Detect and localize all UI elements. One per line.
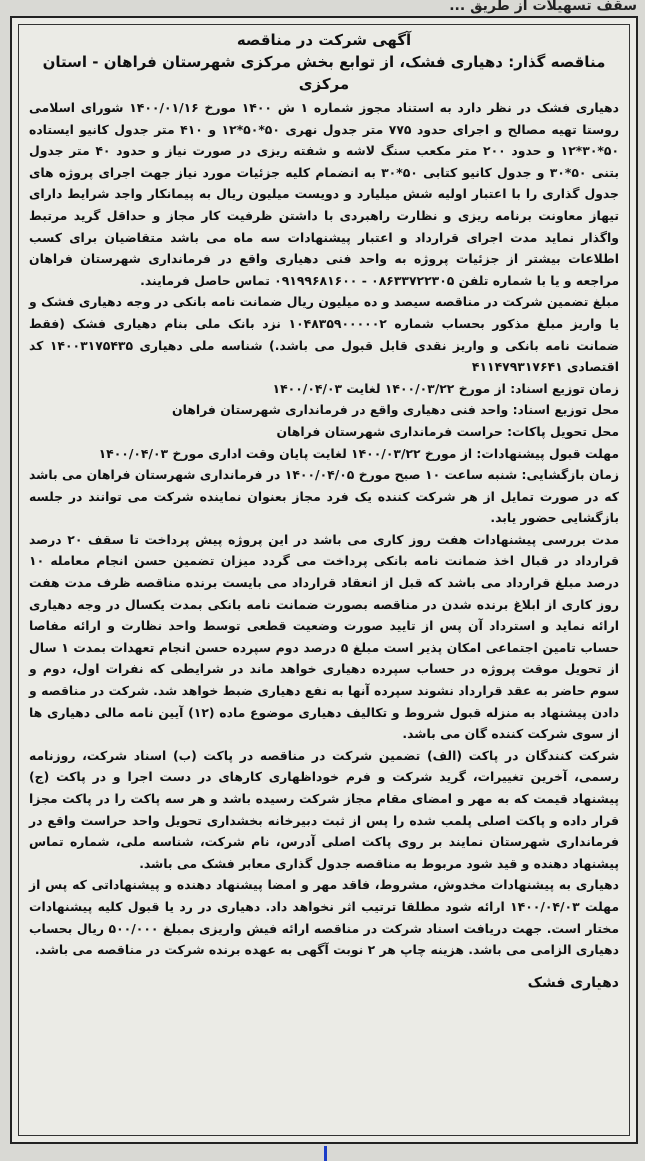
bottom-mark: [324, 1146, 327, 1161]
paragraph-deadline: مهلت قبول پیشنهادات: از مورخ ۱۴۰۰/۰۳/۲۲ لغایت پایان وقت اداری مورخ ۱۴۰۰/۰۴/۰۳: [98, 445, 619, 461]
notice-body: [18, 24, 630, 1136]
header-strip: سقف تسهیلات از طریق ...: [449, 0, 637, 14]
notice-frame: [10, 16, 638, 1144]
paragraph-review: مدت بررسی پیشنهادات هفت روز کاری می باشد در این پروژه پیش پرداخت تا سقف ۲۰ درصد قرارداد در قبال اخذ ضمانت نامه بانکی پرداخت می گردد میزان تضمین حسن انجام معامله ۱۰ درصد مبلغ قرارداد می باشد که قبل از انعقاد قرارداد می بایست برنده مناقصه ظرف مدت هفت روز کاری از ابلاغ برنده شدن در مناقصه بصورت ضمانت نامه بانکی بمدت یکسال در وجه دهیاری ارائه نماید و استرداد آن پس از تایید صورت وضعیت قطعی توسط واحد نظارت و ارائه مفاصا حساب تامین اجتماعی امکان پذیر است مبلغ ۵ درصد دوم سپرده حسن انجام تعهدات بمدت ۱ سال از تحویل موقت پروژه در حساب سپرده دهیاری خواهد ماند در شرایطی که نفرات اول، دوم و سوم حاضر به عقد قرارداد نشوند سپرده آنها به نفع دهیاری ضبط خواهد شد. شرکت در مناقصه و دادن پیشنهاد به منزله قبول شروط و تکالیف دهیاری موضوع ماده (۱۲) آیین نامه مالی دهیاری ها از سوی شرکت کننده گان می باشد.: [29, 531, 620, 742]
notice-subtitle: مناقصه گذار: دهیاری فشک، از توابع بخش مرکزی شهرستان فراهان - استان مرکزی: [42, 53, 606, 93]
notice-title: آگهی شرکت در مناقصه: [236, 31, 412, 49]
paragraph-opening: زمان بازگشایی: شنبه ساعت ۱۰ صبح مورخ ۱۴۰۰/۰۴/۰۵ در فرمانداری شهرستان فراهان می باشد که در صورت تمایل از هر شرکت کننده یک فرد مجاز بعنوان نماینده شرکت می توانند در جلسه بازگشایی حضور یابد.: [29, 467, 620, 526]
paragraph-guarantee: مبلغ تضمین شرکت در مناقصه سیصد و ده میلیون ریال ضمانت نامه بانکی در وجه دهیاری فشک و یا واریز مبلغ مذکور بحساب شماره ۱۰۴۸۳۵۹۰۰۰۰۰۲ نزد بانک ملی بنام دهیاری فشک (فقط ضمانت نامه بانکی و واریز نقدی قابل قبول می باشد.) شناسه ملی دهیاری ۱۴۰۰۳۱۷۵۴۳۵ کد اقتصادی ۴۱۱۴۷۹۳۱۷۶۴۱: [29, 294, 619, 375]
paragraph-distribution-time: زمان توزیع اسناد: از مورخ ۱۴۰۰/۰۳/۲۲ لغایت ۱۴۰۰/۰۴/۰۳: [272, 380, 619, 396]
paragraph-envelopes: شرکت کنندگان در پاکت (الف) تضمین شرکت در مناقصه در پاکت (ب) اسناد شرکت، روزنامه رسمی، آخرین تغییرات، گرید شرکت و فرم خوداظهاری کارهای در دست اجرا و در پاکت (ج) پیشنهاد قیمت که به مهر و امضای مقام مجاز شرکت رسیده باشد و هر سه پاکت را در پاکت مجزا قرار داده و پاکت اصلی پلمب شده را پس از ثبت دبیرخانه بخشداری تحویل واحد حراست واقع در فرمانداری شهرستان نمایند بر روی پاکت اصلی آدرس، نام شرکت، شناسه ملی، شماره تماس پیشنهاد دهنده و قید شود مربوط به مناقصه جدول گذاری معابر فشک می باشد.: [29, 747, 619, 871]
paragraph-intro: دهیاری فشک در نظر دارد به استناد مجوز شماره ۱ ش ۱۴۰۰ مورخ ۱۴۰۰/۰۱/۱۶ شورای اسلامی روستا تهیه مصالح و اجرای حدود ۷۷۵ متر جدول نهری ۵۰*۵۰*۱۲ و ۴۱۰ متر جدول کانیو ایستاده ۵۰*۳۰*۱۲ و حدود ۲۰۰ متر مکعب سنگ لاشه و شفته ریزی در صورت نیاز و حدود ۴۰ متر جدول بتنی ۵۰*۳۰ و جدول کانیو کتابی ۵۰*۳۰ به انضمام کلیه جزئیات مورد نیاز جهت اجرای پروژه های جدول گذاری را با اعتبار اولیه شش میلیارد و دویست میلیون ریال به پیمانکار واجد شرایط دارای تیهاز معاونت برنامه ریزی و نظارت راهبردی با داشتن ظرفیت کار مجاز و حداقل گرید مرتبط واگذار نماید مدت اجرای قرارداد و اعتبار پیشنهادات سه ماه می باشد متقاضیان برای کسب اطلاعات بیشتر از جزئیات پروژه به واحد فنی دهیاری واقع در فرمانداری شهرستان فراهان مراجعه و یا با شماره تلفن ۰۸۶۳۳۷۲۲۳۰۵ - ۰۹۱۹۹۶۸۱۶۰۰ تماس حاصل فرمایند.: [29, 100, 620, 288]
signer: دهیاری فشک: [527, 974, 619, 991]
paragraph-conditions: دهیاری به پیشنهادات مخدوش، مشروط، فاقد مهر و امضا پیشنهاد دهنده و پیشنهاداتی که پس از مهلت ۱۴۰۰/۰۴/۰۳ ارائه شود مطلقا ترتیب اثر نخواهد داد. دهیاری در رد یا قبول کلیه پیشنهادات مختار است. جهت دریافت اسناد شرکت در مناقصه ارائه فیش واریزی بمبلغ ۵۰۰/۰۰۰ ریال بحساب دهیاری الزامی می باشد. هزینه چاپ هر ۲ نوبت آگهی به عهده برنده شرکت در مناقصه می باشد.: [29, 877, 619, 958]
paragraph-distribution-place: محل توزیع اسناد: واحد فنی دهیاری واقع در فرمانداری شهرستان فراهان: [172, 402, 619, 418]
paragraph-delivery-place: محل تحویل پاکات: حراست فرمانداری شهرستان فراهان: [276, 423, 619, 439]
